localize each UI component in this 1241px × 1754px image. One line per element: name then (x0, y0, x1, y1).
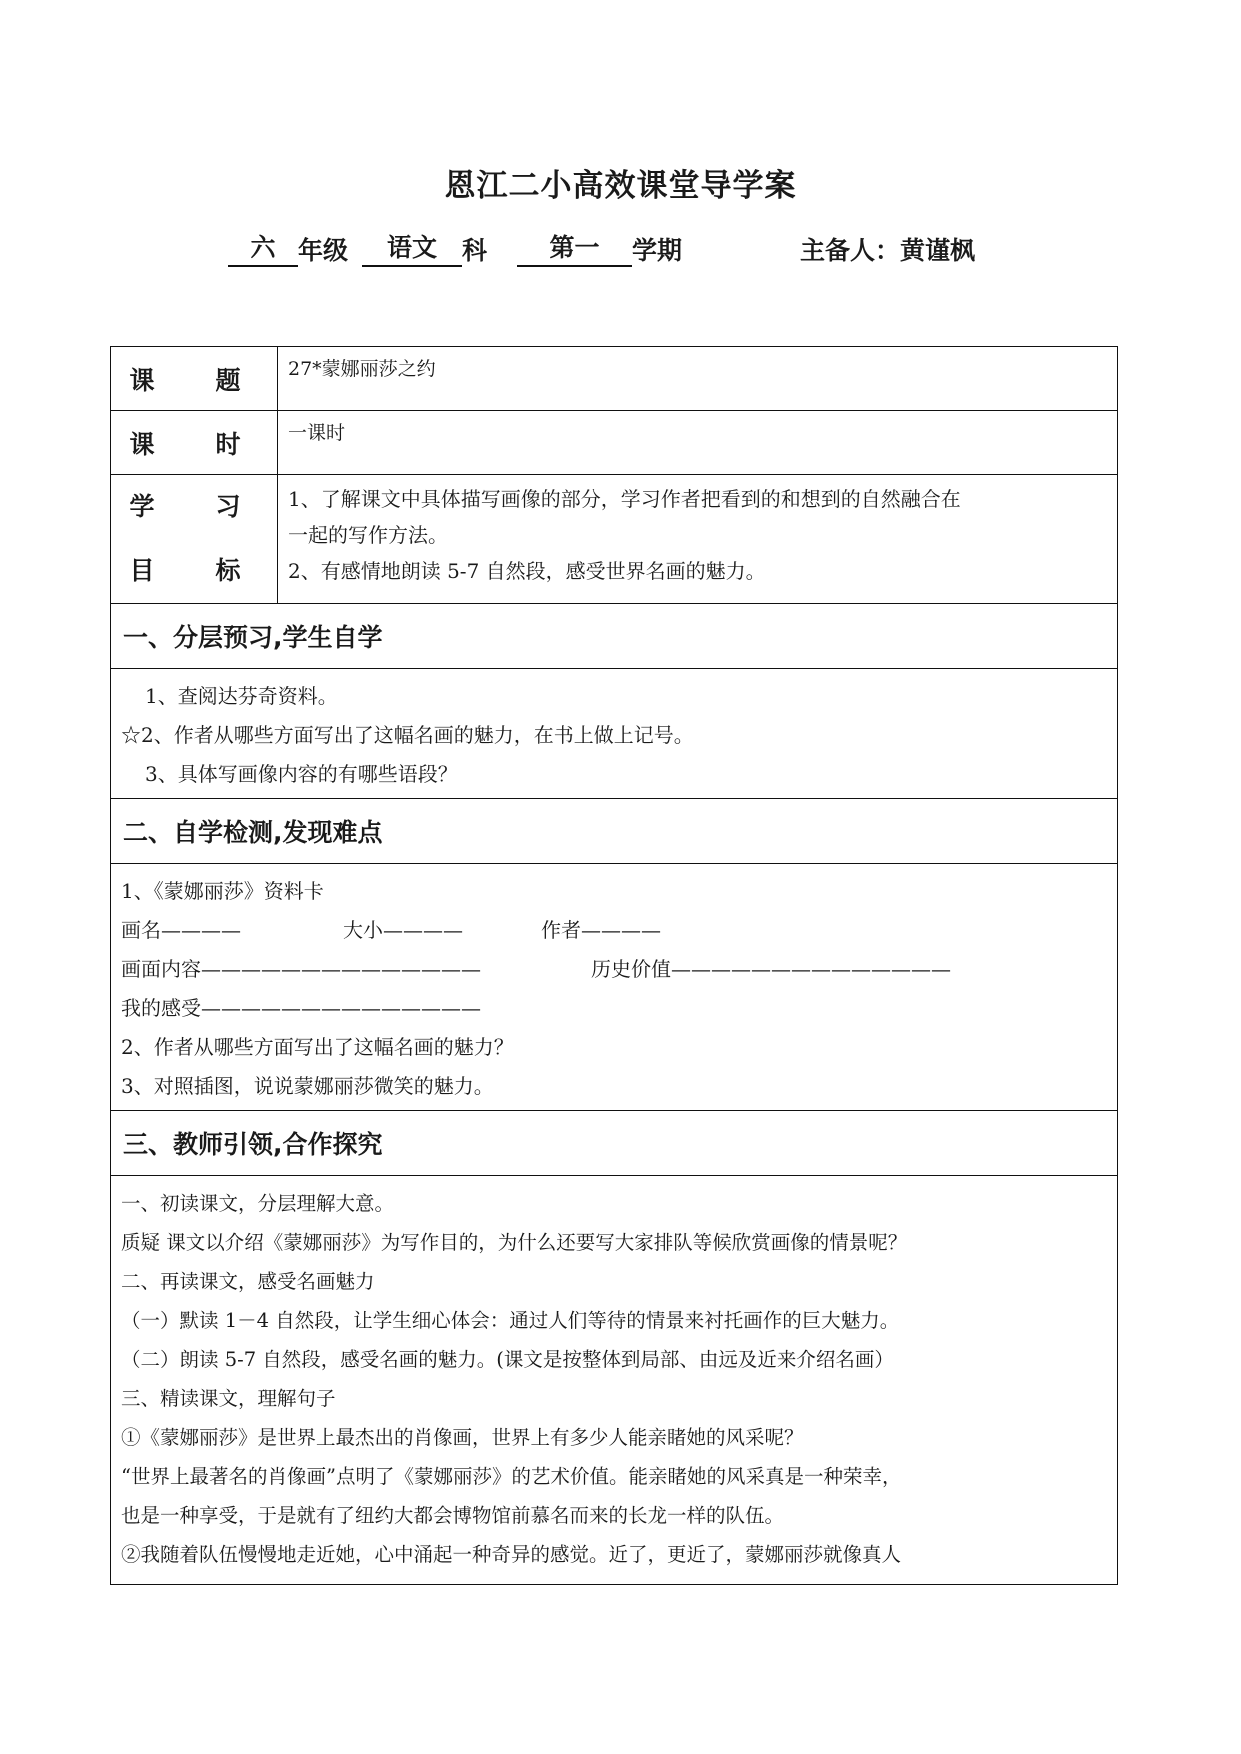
topic-value: 27*蒙娜丽莎之约 (278, 347, 1118, 411)
preparer: 主备人：黄谨枫 (800, 236, 976, 265)
section-1-body-row (111, 669, 1118, 799)
question-2: 2、作者从哪些方面写出了这幅名画的魅力？ (121, 1035, 514, 1059)
guide-line: ②我随着队伍慢慢地走近她，心中涌起一种奇异的感觉。近了，更近了，蒙娜丽莎就像真人 (121, 1543, 902, 1566)
subject-value: 语文 (362, 228, 462, 267)
guide-line: （一）默读 1－4 自然段，让学生细心体会：通过人们等待的情景来衬托画作的巨大魅力。 (121, 1309, 900, 1332)
section-3-body (111, 1176, 1118, 1585)
section-1-heading: 一、分层预习,学生自学 (111, 604, 1118, 669)
topic-label: 课 题 (111, 347, 278, 411)
painting-content-field: 画面内容—————————————— (121, 957, 481, 981)
section-2-heading: 二、自学检测,发现难点 (111, 799, 1118, 864)
guide-line: ①《蒙娜丽莎》是世界上最杰出的肖像画，世界上有多少人能亲睹她的风采呢？ (121, 1426, 804, 1449)
section-2-body-row (111, 864, 1118, 1111)
preview-item: 1、查阅达芬奇资料。 (145, 684, 338, 708)
goal-line: 1、了解课文中具体描写画像的部分，学习作者把看到的和想到的自然融合在 (288, 487, 961, 511)
lesson-plan-table (110, 346, 1118, 1585)
preview-item: 3、具体写画像内容的有哪些语段？ (145, 762, 458, 786)
preview-item: ☆2、作者从哪些方面写出了这幅名画的魅力，在书上做上记号。 (121, 723, 694, 747)
goals-value (278, 475, 1118, 604)
guide-line: 质疑 课文以介绍《蒙娜丽莎》为写作目的，为什么还要写大家排队等候欣赏画像的情景呢？ (121, 1231, 908, 1254)
goals-label-line-1: 学 习 (129, 492, 259, 521)
guide-line: “世界上最著名的肖像画”点明了《蒙娜丽莎》的艺术价值。能亲睹她的风采真是一种荣幸， (121, 1465, 902, 1488)
question-3: 3、对照插图，说说蒙娜丽莎微笑的魅力。 (121, 1074, 494, 1098)
goal-line: 一起的写作方法。 (288, 523, 448, 547)
historical-value-field: 历史价值—————————————— (591, 957, 951, 981)
guide-line: （二）朗读 5-7 自然段，感受名画的魅力。(课文是按整体到局部、由远及近来介绍名画） (121, 1348, 894, 1371)
section-2-header-row (111, 799, 1118, 864)
guide-line: 一、初读课文，分层理解大意。 (121, 1192, 395, 1215)
document-subtitle (228, 228, 975, 268)
goal-line: 2、有感情地朗读 5-7 自然段，感受世界名画的魅力。 (288, 559, 766, 583)
term-value: 第一 (517, 228, 632, 267)
section-2-body (111, 864, 1118, 1111)
period-row (111, 411, 1118, 475)
section-3-heading: 三、教师引领,合作探究 (111, 1111, 1118, 1176)
info-card-row-2 (121, 950, 1109, 989)
subject-label: 科 (462, 236, 488, 265)
section-3-header-row (111, 1111, 1118, 1176)
goals-row (111, 475, 1118, 604)
goals-label-line-2: 目 标 (129, 556, 259, 585)
section-1-header-row (111, 604, 1118, 669)
section-3-body-row (111, 1176, 1118, 1585)
grade-value: 六 (228, 228, 298, 267)
painting-author-field: 作者———— (541, 918, 661, 942)
goals-label (111, 475, 278, 604)
info-card-title: 1、《蒙娜丽莎》资料卡 (121, 879, 324, 903)
term-label: 学期 (632, 236, 683, 265)
my-feeling-field: 我的感受—————————————— (121, 996, 481, 1020)
grade-label: 年级 (298, 236, 349, 265)
guide-line: 二、再读课文，感受名画魅力 (121, 1270, 375, 1293)
painting-name-field: 画名———— (121, 918, 241, 942)
topic-row (111, 347, 1118, 411)
document-title: 恩江二小高效课堂导学案 (444, 168, 797, 204)
period-label: 课 时 (111, 411, 278, 475)
guide-line: 三、精读课文，理解句子 (121, 1387, 336, 1410)
section-1-body (111, 669, 1118, 799)
info-card-row-1 (121, 911, 1109, 950)
painting-size-field: 大小———— (343, 918, 463, 942)
guide-line: 也是一种享受，于是就有了纽约大都会博物馆前慕名而来的长龙一样的队伍。 (121, 1504, 785, 1527)
period-value: 一课时 (278, 411, 1118, 475)
